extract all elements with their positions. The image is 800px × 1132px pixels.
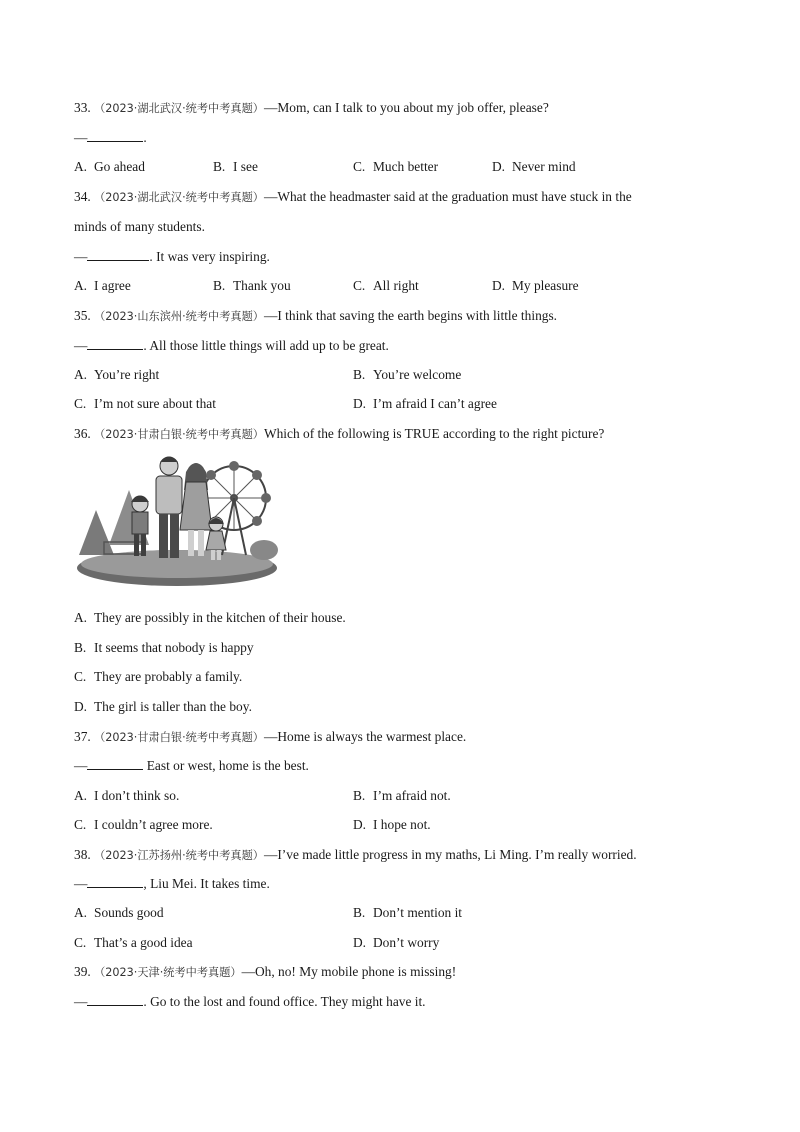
option-d: D. Never mind xyxy=(492,159,576,174)
option-c: C. All right xyxy=(353,278,419,293)
question-38-header: 38. （2023·江苏扬州·统考中考真题）—I’ve made little progress in my maths, Li Ming. I’m really worried. xyxy=(74,847,637,862)
option-a: A. Sounds good xyxy=(74,905,164,920)
boy-cap xyxy=(131,496,149,502)
option-b: B. I see xyxy=(213,159,258,174)
option-b: B. I’m afraid not. xyxy=(353,788,451,803)
question-37-header: 37. （2023·甘肃白银·统考中考真题）—Home is always the warmest place. xyxy=(74,729,467,744)
option-c: C. Much better xyxy=(353,159,439,174)
question-source: （2023·山东滨州·统考中考真题） xyxy=(94,310,264,323)
option-c: C. That’s a good idea xyxy=(74,935,193,950)
question-39-header: 39. （2023·天津·统考中考真题）—Oh, no! My mobile phone is missing! xyxy=(74,964,457,979)
boy-body xyxy=(132,512,148,534)
girl-leg xyxy=(217,550,221,560)
question-stem: —I think that saving the earth begins with little things. xyxy=(263,308,558,323)
option-c: C. They are probably a family. xyxy=(74,669,243,684)
answer-blank xyxy=(87,338,143,350)
question-source: （2023·甘肃白银·统考中考真题） xyxy=(94,731,264,744)
ferris-wheel-cabin xyxy=(261,493,271,503)
father-leg xyxy=(159,514,168,558)
mother-leg xyxy=(198,530,204,556)
question-source: （2023·湖北武汉·统考中考真题） xyxy=(94,102,264,115)
bush-icon xyxy=(250,540,278,560)
option-d: D. My pleasure xyxy=(492,278,579,293)
question-stem: Which of the following is TRUE according to the right picture? xyxy=(263,426,605,441)
question-stem-continued: minds of many students. xyxy=(74,219,205,234)
answer-blank xyxy=(87,758,143,770)
option-a: A. I agree xyxy=(74,278,131,293)
ferris-wheel-cabin xyxy=(252,516,262,526)
ferris-wheel-cabin xyxy=(252,470,262,480)
answer-blank xyxy=(87,130,143,142)
answer-line: — . xyxy=(74,130,147,145)
option-b: B. Thank you xyxy=(213,278,291,293)
answer-blank xyxy=(87,994,143,1006)
question-36-header: 36. （2023·甘肃白银·统考中考真题）Which of the following is TRUE according to the right picture? xyxy=(74,426,605,441)
question-stem: —Mom, can I talk to you about my job offer, please? xyxy=(263,100,549,115)
option-d: D. I hope not. xyxy=(353,817,431,832)
family-picture xyxy=(74,450,280,590)
option-b: B. Don’t mention it xyxy=(353,905,463,920)
question-source: （2023·天津·统考中考真题） xyxy=(94,966,242,979)
answer-line: — . It was very inspiring. xyxy=(74,249,270,264)
option-a: A. I don’t think so. xyxy=(74,788,180,803)
answer-line: — East or west, home is the best. xyxy=(74,758,309,773)
tree-icon xyxy=(79,510,114,555)
answer-line: — , Liu Mei. It takes time. xyxy=(74,876,270,891)
option-d: D. The girl is taller than the boy. xyxy=(74,699,252,714)
mother-leg xyxy=(188,530,194,556)
father-leg xyxy=(170,514,179,558)
question-source: （2023·甘肃白银·统考中考真题） xyxy=(94,428,264,441)
question-stem: —I’ve made little progress in my maths, Li Ming. I’m really worried. xyxy=(263,847,637,862)
option-c: C. I’m not sure about that xyxy=(74,396,216,411)
girl-leg xyxy=(211,550,215,560)
boy-leg xyxy=(134,534,139,556)
question-source: （2023·湖北武汉·统考中考真题） xyxy=(94,191,264,204)
ferris-wheel-cabin xyxy=(206,470,216,480)
answer-line: — . Go to the lost and found office. They might have it. xyxy=(74,994,426,1009)
question-33-header: 33. （2023·湖北武汉·统考中考真题）—Mom, can I talk to you about my job offer, please? xyxy=(74,100,549,115)
option-b: B. It seems that nobody is happy xyxy=(74,640,254,655)
question-source: （2023·江苏扬州·统考中考真题） xyxy=(94,849,264,862)
question-stem: —What the headmaster said at the graduation must have stuck in the xyxy=(263,189,632,204)
option-b: B. You’re welcome xyxy=(353,367,462,382)
question-34-header: 34. （2023·湖北武汉·统考中考真题）—What the headmaster said at the graduation must have stuck in the xyxy=(74,189,632,204)
question-35-header: 35. （2023·山东滨州·统考中考真题）—I think that saving the earth begins with little things. xyxy=(74,308,558,323)
answer-blank xyxy=(87,876,143,888)
father-body xyxy=(156,476,182,514)
option-a: A. You’re right xyxy=(74,367,160,382)
question-stem: —Home is always the warmest place. xyxy=(263,729,467,744)
girl-dress xyxy=(206,531,226,550)
option-d: D. I’m afraid I can’t agree xyxy=(353,396,497,411)
father-hair xyxy=(160,457,178,462)
boy-leg xyxy=(141,534,146,556)
option-d: D. Don’t worry xyxy=(353,935,440,950)
answer-line: — . All those little things will add up to be great. xyxy=(74,338,389,353)
option-c: C. I couldn’t agree more. xyxy=(74,817,213,832)
ferris-wheel-leg xyxy=(234,498,246,555)
answer-blank xyxy=(87,249,149,261)
option-a: A. They are possibly in the kitchen of their house. xyxy=(74,610,346,625)
option-a: A. Go ahead xyxy=(74,159,145,174)
question-stem: —Oh, no! My mobile phone is missing! xyxy=(241,964,457,979)
mother-dress xyxy=(180,482,212,530)
ferris-wheel-cabin xyxy=(229,461,239,471)
